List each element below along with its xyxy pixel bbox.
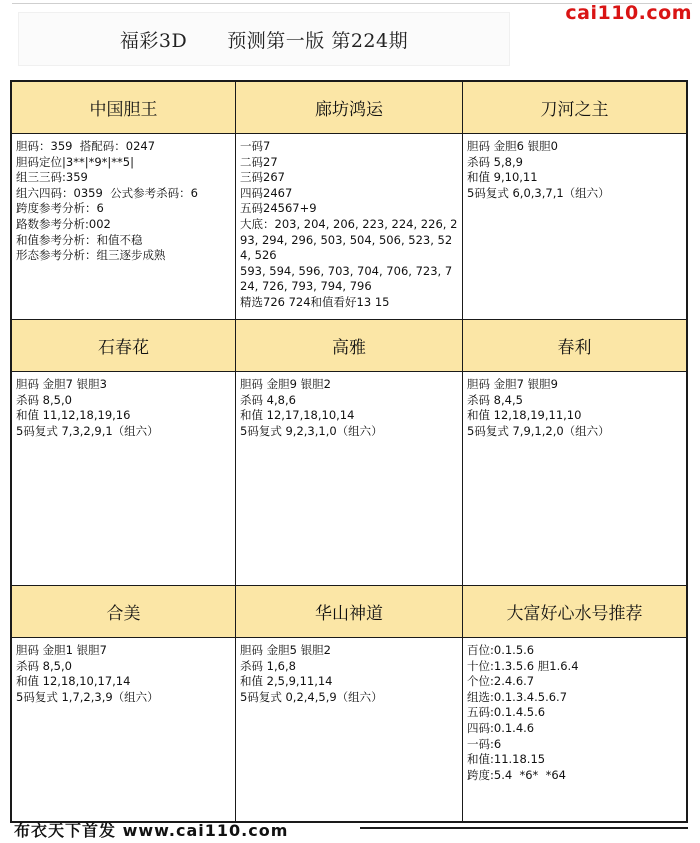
panel-line: 跨度参考分析：6 <box>16 201 104 216</box>
panel-line: 四码:0.1.4.6 <box>467 720 535 735</box>
panel-body <box>463 372 686 586</box>
panel-line: 和值 12,17,18,10,14 <box>240 408 355 423</box>
panel-title: 中国胆王 <box>12 82 236 134</box>
panel-line: 胆码 金胆1 银胆7 <box>16 643 107 657</box>
game-name: 福彩3D <box>119 29 188 52</box>
panel-line: 593, 594, 596, 703, 704, 706, 723, 724, 726, 793, 794, 796 <box>240 263 453 294</box>
panel-line: 和值 12,18,10,17,14 <box>16 674 131 689</box>
panel-line: 三码267 <box>240 170 285 185</box>
panel-line: 杀码 4,8,6 <box>240 392 296 407</box>
site-logo[interactable]: cai110.com <box>565 2 692 24</box>
panel-line: 胆码：359 搭配码：0247 <box>16 139 156 153</box>
panel-title: 石春花 <box>12 320 236 372</box>
footer-credit: 布衣天下首发 www.cai110.com <box>14 821 289 840</box>
panel-body <box>236 638 463 821</box>
panel-line: 5码复式 9,2,3,1,0（组六） <box>240 423 383 438</box>
panel-title: 刀河之主 <box>463 82 686 134</box>
panel-line: 跨度:5.4 *6* *64 <box>467 767 566 782</box>
panel-line: 杀码 1,6,8 <box>240 658 296 673</box>
panel-line: 五码24567+9 <box>240 201 317 216</box>
panel-body <box>12 638 236 821</box>
panel-line: 胆码 金胆7 银胆9 <box>467 377 558 391</box>
panel-line: 组选:0.1.3.4.5.6.7 <box>467 689 568 704</box>
panel-line: 路数参考分析:002 <box>16 216 111 231</box>
panel-line: 胆码 金胆5 银胆2 <box>240 643 331 657</box>
panel-line: 5码复式 6,0,3,7,1（组六） <box>467 185 610 200</box>
panel-title: 高雅 <box>236 320 463 372</box>
footer-divider <box>360 827 688 829</box>
panel-body <box>12 134 236 320</box>
panel-line: 胆码 金胆9 银胆2 <box>240 377 331 391</box>
panel-title: 合美 <box>12 586 236 638</box>
panel-title: 春利 <box>463 320 686 372</box>
panel-line: 四码2467 <box>240 185 293 200</box>
page-title <box>19 13 509 65</box>
panel-line: 组三三码:359 <box>16 170 88 185</box>
panel-body <box>236 372 463 586</box>
panel-line: 和值 9,10,11 <box>467 170 538 185</box>
forecast-table <box>10 80 688 823</box>
panel-line: 5码复式 7,3,2,9,1（组六） <box>16 423 159 438</box>
panel-body <box>463 638 686 821</box>
panel-line: 杀码 8,4,5 <box>467 392 523 407</box>
panel-line: 个位:2.4.6.7 <box>467 674 535 689</box>
panel-line: 和值 11,12,18,19,16 <box>16 408 131 423</box>
panel-title: 华山神道 <box>236 586 463 638</box>
panel-title: 廊坊鸿运 <box>236 82 463 134</box>
panel-line: 组六四码：0359 公式参考杀码：6 <box>16 185 198 200</box>
panel-body <box>236 134 463 320</box>
panel-line: 5码复式 7,9,1,2,0（组六） <box>467 423 610 438</box>
panel-line: 大底：203, 204, 206, 223, 224, 226, 293, 294, 296, 503, 504, 506, 523, 524, 526 <box>240 216 458 263</box>
panel-line: 杀码 8,5,0 <box>16 658 72 673</box>
panel-line: 5码复式 0,2,4,5,9（组六） <box>240 689 383 704</box>
panel-title: 大富好心水号推荐 <box>463 586 686 638</box>
panel-line: 形态参考分析：组三逐步成熟 <box>16 248 166 263</box>
edition-label: 预测第一版 <box>227 29 325 52</box>
title-banner <box>18 12 510 66</box>
panel-line: 一码:6 <box>467 736 502 751</box>
panel-body <box>463 134 686 320</box>
panel-line: 和值 12,18,19,11,10 <box>467 408 582 423</box>
panel-line: 和值 2,5,9,11,14 <box>240 674 333 689</box>
panel-line: 5码复式 1,7,2,3,9（组六） <box>16 689 159 704</box>
panel-line: 和值参考分析：和值不稳 <box>16 232 143 247</box>
panel-line: 胆码 金胆6 银胆0 <box>467 139 558 153</box>
panel-line: 十位:1.3.5.6 胆1.6.4 <box>467 658 579 673</box>
panel-line: 和值:11.18.15 <box>467 752 546 767</box>
title-edition-issue <box>227 26 408 53</box>
panel-line: 一码7 <box>240 139 271 153</box>
panel-line: 胆码 金胆7 银胆3 <box>16 377 107 391</box>
panel-line: 胆码定位|3**|*9*|**5| <box>16 154 134 169</box>
issue-label: 第224期 <box>331 29 409 52</box>
panel-line: 五码:0.1.4.5.6 <box>467 705 546 720</box>
panel-line: 百位:0.1.5.6 <box>467 643 535 657</box>
panel-line: 杀码 8,5,0 <box>16 392 72 407</box>
panel-line: 精选726 724和值看好13 15 <box>240 294 390 309</box>
panel-line: 杀码 5,8,9 <box>467 154 523 169</box>
panel-body <box>12 372 236 586</box>
panel-line: 二码27 <box>240 154 278 169</box>
